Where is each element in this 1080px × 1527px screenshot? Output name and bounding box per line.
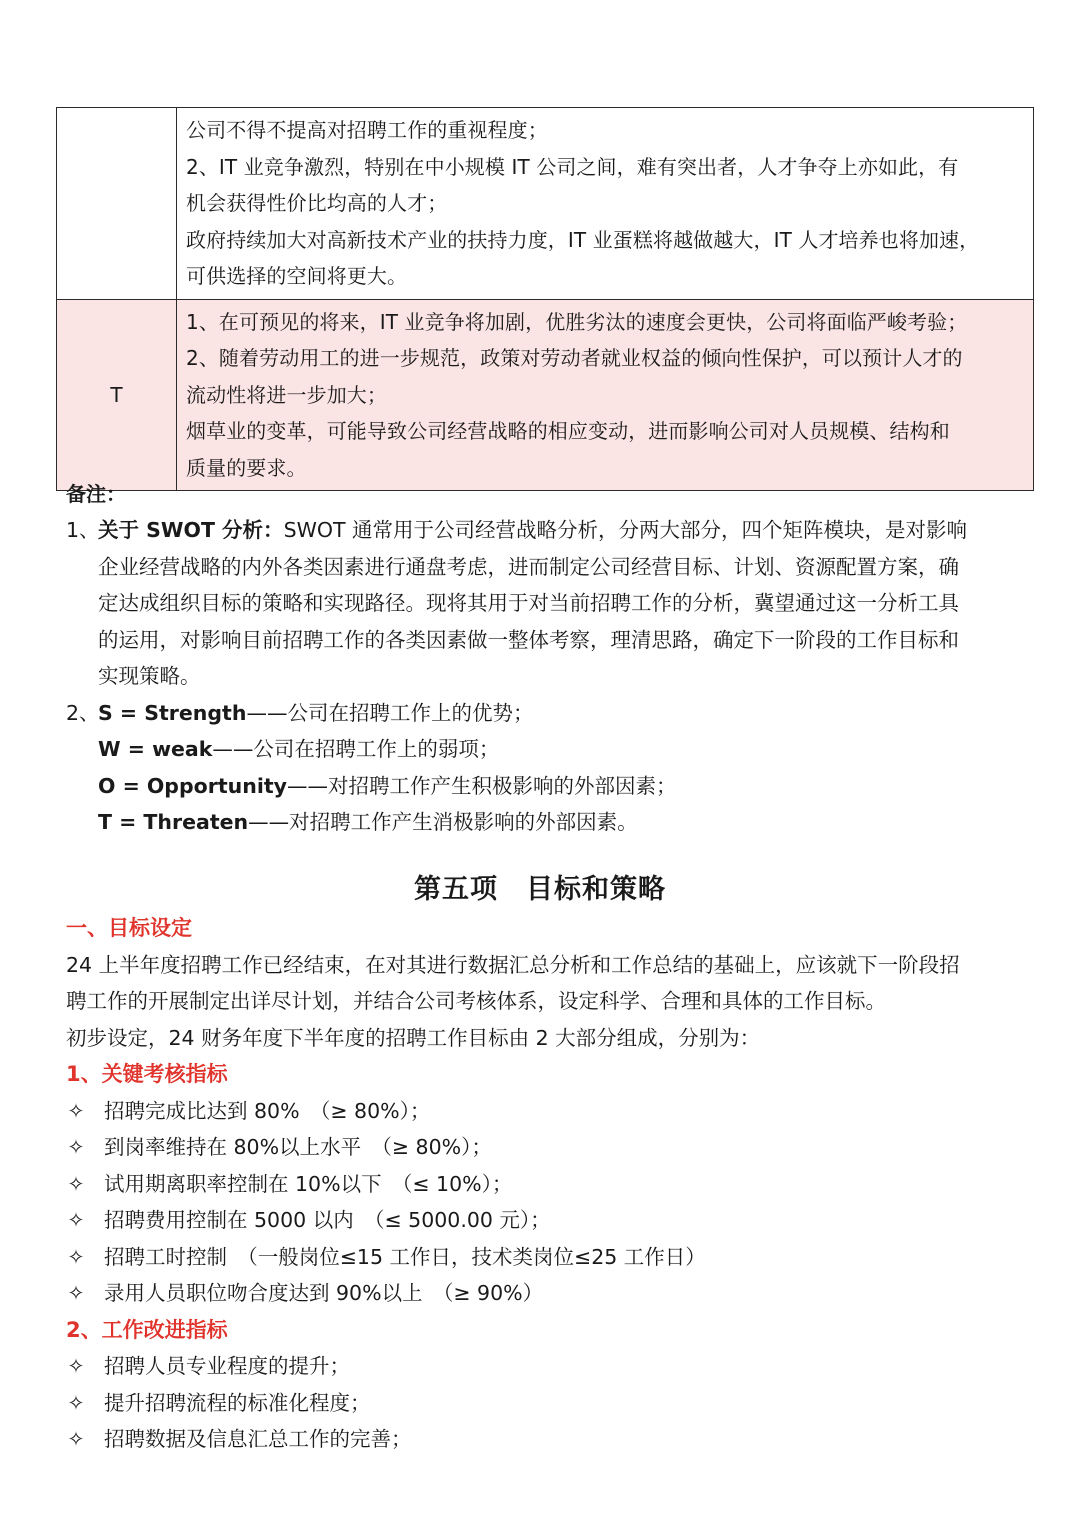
definition-opportunity [98, 768, 1026, 805]
definition-term: T = Threaten [98, 810, 249, 834]
cell-line: 1、在可预见的将来，IT 业竞争将加剧，优胜劣汰的速度会更快，公司将面临严峻考验； [186, 309, 968, 334]
note-item-swot [66, 512, 1026, 695]
sparkle-bullet-icon: ✧ [67, 1244, 85, 1269]
list-item [66, 1202, 1026, 1239]
swot-row-label [57, 108, 177, 300]
list-item-text: 到岗率维持在 80%以上水平 （≥ 80%）； [104, 1135, 492, 1159]
note-line: 企业经营战略的内外各类因素进行通盘考虑，进而制定公司经营目标、计划、资源配置方案，确 [98, 554, 959, 579]
note-line: 实现策略。 [98, 664, 201, 688]
note-text: SWOT 通常用于公司经营战略分析，分两大部分，四个矩阵模块，是对影响 [283, 518, 968, 542]
definition-term: O = Opportunity [98, 773, 288, 798]
definition-desc: ——公司在招聘工作上的弱项； [212, 737, 500, 761]
swot-row-content [177, 299, 1034, 491]
list-item [66, 1129, 1026, 1166]
list-item-text: 提升招聘流程的标准化程度； [104, 1390, 371, 1415]
definition-desc: ——对招聘工作产生积极影响的外部因素； [287, 773, 677, 798]
notes-block [66, 476, 1026, 841]
list-item [66, 1275, 1026, 1312]
swot-row-opportunity [57, 108, 1034, 300]
note-line: 定达成组织目标的策略和实现路径。现将其用于对当前招聘工作的分析，冀望通过这一分析工具 [98, 591, 959, 615]
note-item-definitions [66, 695, 1026, 841]
definition-desc: ——公司在招聘工作上的优势； [246, 700, 534, 725]
list-item [66, 1093, 1026, 1130]
list-item-text: 招聘人员专业程度的提升； [104, 1354, 350, 1378]
definition-weak [98, 731, 1026, 768]
cell-line: 烟草业的变革，可能导致公司经营战略的相应变动，进而影响公司对人员规模、结构和 [186, 419, 950, 443]
list-item-text: 试用期离职率控制在 10%以下 （≤ 10%）； [104, 1171, 513, 1196]
cell-line: 2、随着劳动用工的进一步规范，政策对劳动者就业权益的倾向性保护，可以预计人才的 [186, 346, 963, 370]
heading-goal-setting: 一、目标设定 [66, 916, 192, 940]
paragraph-line: 24 上半年度招聘工作已经结束，在对其进行数据汇总分析和工作总结的基础上，应该就下一阶段招 [66, 952, 960, 977]
list-item [66, 1166, 1026, 1203]
list-item [66, 1385, 1026, 1422]
list-item-text: 招聘费用控制在 5000 以内 （≤ 5000.00 元）； [104, 1208, 551, 1232]
sparkle-bullet-icon: ✧ [67, 1208, 85, 1232]
sparkle-bullet-icon: ✧ [67, 1427, 85, 1451]
list-item-text: 招聘完成比达到 80% （≥ 80%）； [104, 1098, 431, 1123]
cell-line: 2、IT 业竞争激烈，特别在中小规模 IT 公司之间，难有突出者，人才争夺上亦如此，有 [186, 154, 959, 179]
note-line [98, 512, 1026, 549]
heading-kpi: 1、关键考核指标 [66, 1062, 228, 1086]
paragraph-line: 聘工作的开展制定出详尽计划，并结合公司考核体系，设定科学、合理和具体的工作目标。 [66, 989, 886, 1013]
definition-threaten [98, 804, 1026, 841]
list-item [66, 1421, 1026, 1458]
definition-strength [98, 695, 1026, 732]
cell-line: 政府持续加大对高新技术产业的扶持力度，IT 业蛋糕将越做越大，IT 人才培养也将加速， [186, 227, 980, 252]
note-bold-lead: 关于 SWOT 分析： [98, 518, 284, 542]
list-item [66, 1348, 1026, 1385]
cell-line: 公司不得不提高对招聘工作的重视程度； [186, 118, 548, 142]
cell-line: 流动性将进一步加大； [186, 382, 387, 407]
sparkle-bullet-icon: ✧ [67, 1390, 85, 1415]
note-line: 的运用，对影响目前招聘工作的各类因素做一整体考察，理清思路，确定下一阶段的工作目标和 [98, 627, 959, 652]
section-title: 第五项 目标和策略 [414, 874, 666, 905]
sparkle-bullet-icon: ✧ [67, 1171, 85, 1196]
notes-title: 备注： [66, 482, 126, 506]
sparkle-bullet-icon: ✧ [67, 1135, 85, 1159]
heading-improvement: 2、工作改进指标 [66, 1317, 228, 1342]
sparkle-bullet-icon: ✧ [67, 1354, 85, 1378]
list-item-text: 招聘数据及信息汇总工作的完善； [104, 1427, 412, 1451]
swot-row-label-threat: T [57, 299, 177, 491]
definition-term: W = weak [98, 737, 213, 761]
swot-row-threat [57, 299, 1034, 491]
sparkle-bullet-icon: ✧ [67, 1281, 85, 1305]
list-item-text: 招聘工时控制 （一般岗位≤15 工作日，技术类岗位≤25 工作日） [104, 1244, 706, 1269]
list-item-text: 录用人员职位吻合度达到 90%以上 （≥ 90%） [104, 1281, 544, 1305]
sparkle-bullet-icon: ✧ [67, 1098, 85, 1123]
section-body [66, 910, 1026, 1458]
list-item [66, 1239, 1026, 1276]
cell-line: 机会获得性价比均高的人才； [186, 191, 448, 215]
note-number: 1、 [66, 518, 100, 542]
swot-table [56, 107, 1034, 491]
cell-line: 可供选择的空间将更大。 [186, 264, 408, 288]
definition-desc: ——对招聘工作产生消极影响的外部因素。 [248, 810, 638, 834]
swot-row-content [177, 108, 1034, 300]
paragraph-line: 初步设定，24 财务年度下半年度的招聘工作目标由 2 大部分组成，分别为： [66, 1025, 761, 1050]
cell-line: 质量的要求。 [186, 455, 307, 480]
definition-term: S = Strength [98, 700, 247, 725]
note-number: 2、 [66, 700, 100, 725]
